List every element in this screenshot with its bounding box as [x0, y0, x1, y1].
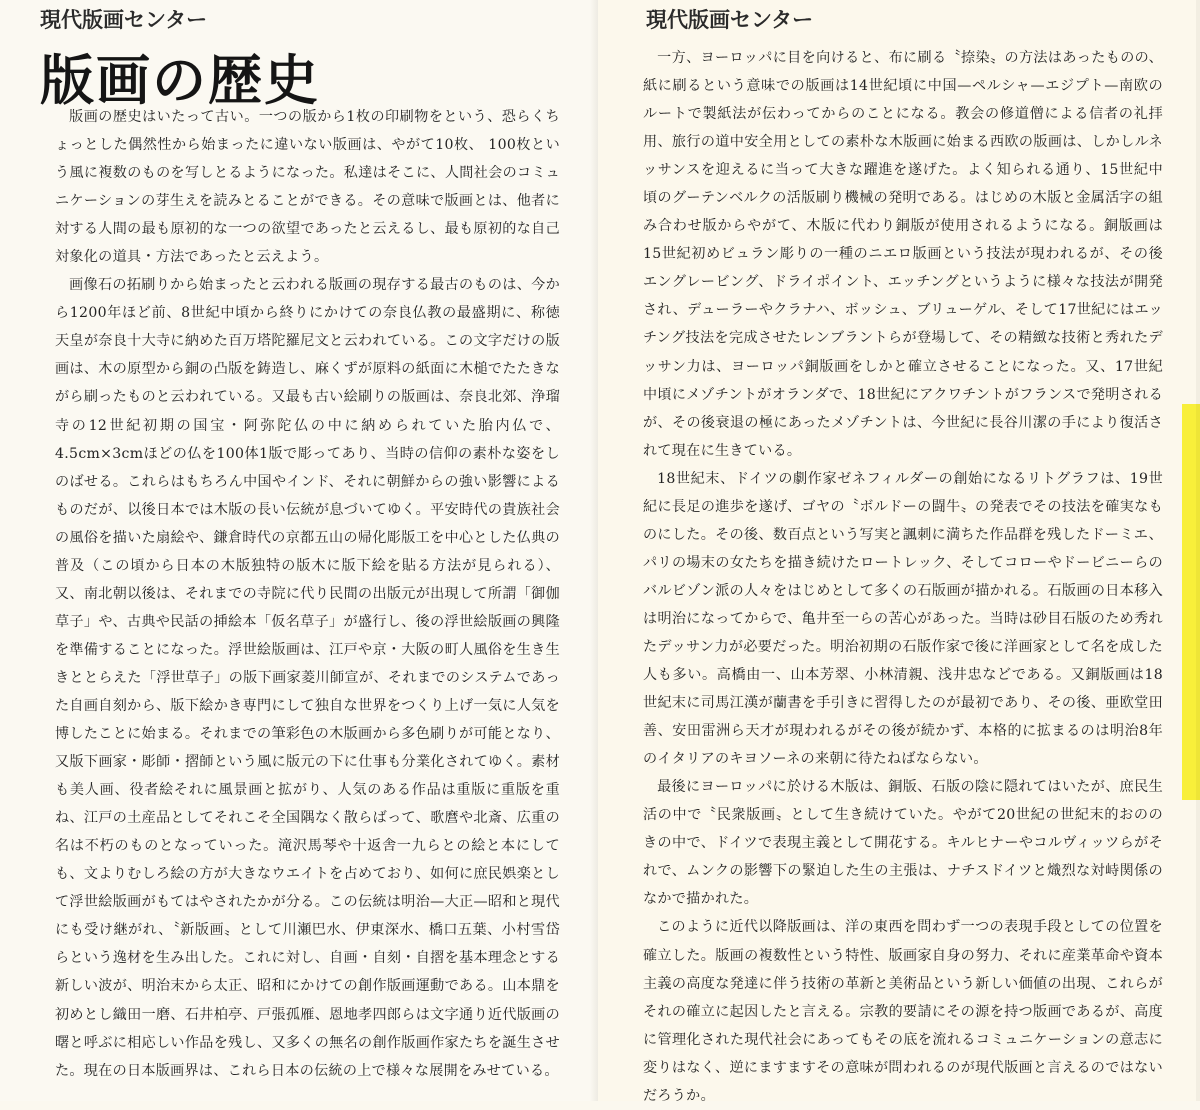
paragraph: 画像石の拓刷りから始まったと云われる版画の現存する最古のものは、今から1200年ほど前、8世紀中頃から終りにかけての奈良仏教の最盛期に、称徳天皇が奈良十大寺に納めた百万塔陀羅尼文と云われている。この文字だけの版画は、木の原型から銅の凸版を鋳造し、麻くずが原料の紙面に木槌でたたきながら刷ったものと云われている。又最も古い絵刷りの版画は、奈良北郊、浄瑠寺の12世紀初期の国宝・阿弥陀仏の中に納められていた胎内仏で、4.5cm×3cmほどの仏を100体1版で彫ってあり、当時の信仰の素朴な姿をしのばせる。これらはもちろん中国やインド、それに朝鮮からの強い影響によるものだが、以後日本では木版の長い伝統が息づいてゆく。平安時代の貴族社会の風俗を描いた扇絵や、鎌倉時代の京都五山の帰化彫版工を中心とした仏典の普及（この頃から日本の木版独特の版木に版下絵を貼る方法が見られる）、又、南北朝以後は、それまでの寺院に代り民間の出版元が出現して所謂「御伽草子」や、古典や民話の挿絵本「仮名草子」が盛行し、後の浮世絵版画の興隆を準備することになった。浮世絵版画は、江戸や京・大阪の町人風俗を生き生きととらえた「浮世草子」の版下画家菱川師宣が、それまでのシステムであった自画自刻から、版下絵かき専門にして独自な世界をつくり上げ一気に人気を博したことに始まる。それまでの筆彩色の木版画から多色刷りが可能となり、又版下画家・彫師・摺師という風に版元の下に仕事も分業化されてゆく。素材も美人画、役者絵それに風景画と拡がり、人気のある作品は重版に重版を重ね、江戸の土産品としてそれこそ全国隅なく散らばって、歌麿や北斎、広重の名は不朽のものとなっていった。滝沢馬琴や十返舎一九らとの絵と本にしても、文よりむしろ絵の方が大きなウエイトを占めており、如何に庶民娯楽として浮世絵版画がもてはやされたかが分る。この伝統は明治—大正—昭和と現代にも受け継がれ、〝新版画〟として川瀬巴水、伊東深水、橋口五葉、小村雪岱らという逸材を生み出した。これに対し、自画・自刻・自摺を基本理念とする新しい波が、明治末から太正、昭和にかけての創作版画運動である。山本鼎を初めとし織田一磨、石井柏亭、戸張孤雁、恩地孝四郎らは文字通り近代版画の曙と呼ぶに相応しい作品を残し、又多くの無名の創作版画作家たちを誕生させた。現在の日本版画界は、これら日本の伝統の上で様々な展開をみせている。	[55, 277, 560, 1079]
publisher-name: 現代版画センター	[646, 8, 814, 32]
paragraph: 18世紀末、ドイツの劇作家ゼネフィルダーの創始になるリトグラフは、19世紀に長足の進歩を遂げ、ゴヤの〝ボルドーの闘牛〟の発表でその技法を確実なものにした。その後、数百点という写実と諷刺に満ちた作品群を残したドーミエ、パリの場末の女たちを描き続けたロートレック、そしてコローやドービニーらのバルビゾン派の人々をはじめとして多くの石版画が描かれる。石版画の日本移入は明治になってからで、亀井至一らの苦心があった。当時は砂目石版のため秀れたデッサン力が必要だった。明治初期の石版作家で後に洋画家として名を成した人も多い。高橋由一、山本芳翠、小林清親、浅井忠などである。又銅版画は18世紀末に司馬江漢が蘭書を手引きに習得したのが最初であり、その後、亜欧堂田善、安田雷洲ら天才が現われるがその後が続かず、本格的に拡まるのは明治8年のイタリアのキヨソーネの来朝に待たねばならない。	[643, 470, 1163, 768]
article-body	[643, 44, 1163, 1110]
left-page	[0, 0, 598, 1101]
right-page	[598, 0, 1200, 1104]
publisher-name: 現代版画センター	[40, 8, 208, 32]
paragraph: 一方、ヨーロッパに目を向けると、布に刷る〝捺染〟の方法はあったものの、紙に刷るという意味での版画は14世紀頃に中国—ペルシャ—エジプト—南欧のルートで製紙法が伝わってからのことになる。教会の修道僧による信者の礼拝用、旅行の道中安全用としての素朴な木版画に始まる西欧の版画は、しかしルネッサンスを迎えるに当って大きな躍進を遂げた。よく知られる通り、15世紀中頃のグーテンベルクの活版刷り機械の発明である。はじめの木版と金属活字の組み合わせ版からやがて、木版に代わり銅版が使用されるようになる。銅版画は15世紀初めビュラン彫りの一種のニエロ版画という技法が現われるが、その後エングレービング、ドライポイント、エッチングというように様々な技法が開発され、デューラーやクラナハ、ボッシュ、ブリューゲル、そして17世紀にはエッチング技法を完成させたレンブラントらが登場して、その精緻な技術と秀れたデッサン力は、ヨーロッパ銅版画をしかと確立させることになった。又、17世紀中頃にメゾチントがオランダで、18世紀にアクワチントがフランスで発明されるが、その後衰退の極にあったメゾチントは、今世紀に長谷川潔の手により復活されて現在に生きている。	[643, 50, 1163, 459]
paragraph: 最後にヨーロッパに於ける木版は、銅版、石版の陰に隠れてはいたが、庶民生活の中で〝民衆版画〟として生き続けていた。やがて20世紀の世紀末的おののきの中で、ドイツで表現主義として開花する。キルヒナーやコルヴィッツらがそれで、ムンクの影響下の緊迫した生の主張は、ナチスドイツと熾烈な対峙関係のなかで描かれた。	[643, 779, 1163, 908]
article-body	[55, 103, 560, 1085]
paragraph: 版画の歴史はいたって古い。一つの版から1枚の印刷物をという、恐らくちょっとした偶然性から始まったに違いない版画は、やがて10枚、 100枚という風に複数のものを写しとるようになった。私達はそこに、人間社会のコミュニケーションの芽生えを読みとることができる。その意味で版画とは、他者に対する人間の最も原初的な一つの欲望であったと云えるし、最も原初的な自己対象化の道具・方法であったと云えよう。	[55, 109, 560, 266]
page-title: 版画の歴史	[40, 49, 320, 112]
paragraph: このように近代以降版画は、洋の東西を問わず一つの表現手段としての位置を確立した。版画の複数性という特性、版画家自身の努力、それに産業革命や資本主義の高度な発達に伴う技術の革新と美術品という新しい価値の出現、これらがそれの確立に起因したと言える。宗教的要請にその源を持つ版画であるが、高度に管理化された現代社会にあってもその底を流れるコミュニケーションの意志に変りはなく、逆にますますその意味が問われるのが現代版画と言えるのではないだろうか。	[643, 919, 1163, 1104]
edge-shadow	[1196, 0, 1200, 1101]
